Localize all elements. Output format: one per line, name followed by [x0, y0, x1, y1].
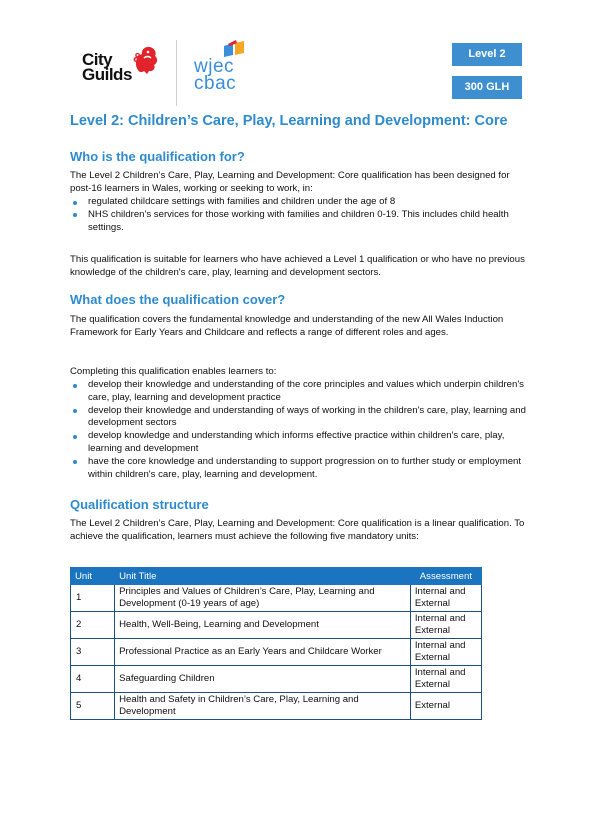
unit-number: 5 — [71, 693, 115, 720]
unit-title: Safeguarding Children — [115, 666, 411, 693]
section-heading-cover: What does the qualification cover? — [70, 292, 286, 307]
header-unit: Unit — [71, 568, 115, 585]
unit-number: 1 — [71, 585, 115, 612]
unit-title: Principles and Values of Children’s Care, Play, Learning and Development (0-19 years of age) — [115, 585, 411, 612]
unit-title: Health and Safety in Children’s Care, Play, Learning and Development — [115, 693, 411, 720]
table-row — [71, 693, 482, 720]
unit-title: Professional Practice as an Early Years and Childcare Worker — [115, 639, 411, 666]
section-cover-lead: Completing this qualification enables learners to: — [70, 366, 277, 377]
wjec-line1: wjec — [194, 56, 235, 77]
unit-title: Health, Well-Being, Learning and Development — [115, 612, 411, 639]
table-row — [71, 639, 482, 666]
section-heading-who: Who is the qualification for? — [70, 149, 245, 164]
city-guilds-logo — [82, 52, 132, 82]
unit-assessment: Internal and External — [410, 612, 481, 639]
city-guilds-line2: Guilds — [82, 65, 132, 84]
table-row — [71, 585, 482, 612]
unit-number: 3 — [71, 639, 115, 666]
list-item: develop knowledge and understanding which informs effective practice within children's care, play, learning and development — [70, 430, 530, 456]
section-who-intro: The Level 2 Children’s Care, Play, Learning and Development: Core qualification has been designed for post-16 learners in Wales, working or seeking to work, in: — [70, 170, 510, 194]
unit-assessment: Internal and External — [410, 639, 481, 666]
section-structure-intro: The Level 2 Children’s Care, Play, Learning and Development: Core qualification is a linear qualification. To achieve the qualification, learners must achieve the following five mandatory units: — [70, 518, 525, 542]
svg-text:&: & — [133, 50, 143, 65]
section-heading-structure: Qualification structure — [70, 497, 209, 512]
city-guilds-line1: City — [82, 50, 113, 69]
list-item: regulated childcare settings with families and children under the age of 8 — [70, 196, 530, 209]
list-item: have the core knowledge and understanding to support progression on to further study or employment within children's care, play, learning and development. — [70, 456, 530, 482]
table-header-row — [71, 568, 482, 585]
header-assessment: Assessment — [410, 568, 481, 585]
wjec-cbac-logo — [194, 58, 236, 92]
table-row — [71, 612, 482, 639]
unit-number: 2 — [71, 612, 115, 639]
section-cover-bullets — [70, 379, 530, 481]
city-guilds-lion-icon — [132, 44, 160, 76]
list-item: NHS children's services for those working with families and children 0-19. This includes child health settings. — [70, 209, 530, 235]
units-table — [70, 567, 482, 720]
level-badge: Level 2 — [452, 43, 522, 66]
glh-badge: 300 GLH — [452, 76, 522, 99]
table-row — [71, 666, 482, 693]
logo-area — [80, 38, 270, 108]
unit-number: 4 — [71, 666, 115, 693]
header-unit-title: Unit Title — [115, 568, 411, 585]
section-who-bullets — [70, 196, 530, 234]
list-item: develop their knowledge and understanding of the core principles and values which underpin children's care, play, learning and development practice — [70, 379, 530, 405]
unit-assessment: Internal and External — [410, 585, 481, 612]
logo-divider — [176, 40, 177, 106]
wjec-line2: cbac — [194, 73, 237, 94]
section-cover-intro: The qualification covers the fundamental knowledge and understanding of the new All Wales Induction Framework for Early Years and Childcare and reflects a range of different roles and ages. — [70, 314, 504, 338]
unit-assessment: Internal and External — [410, 666, 481, 693]
unit-assessment: External — [410, 693, 481, 720]
page-title: Level 2: Children’s Care, Play, Learning and Development: Core — [70, 113, 508, 129]
section-who-para2: This qualification is suitable for learners who have achieved a Level 1 qualification or who have no previous knowledge of the children's care, play, learning and development sectors. — [70, 254, 525, 278]
list-item: develop their knowledge and understanding of ways of working in the children's care, play, learning and development sectors — [70, 405, 530, 431]
